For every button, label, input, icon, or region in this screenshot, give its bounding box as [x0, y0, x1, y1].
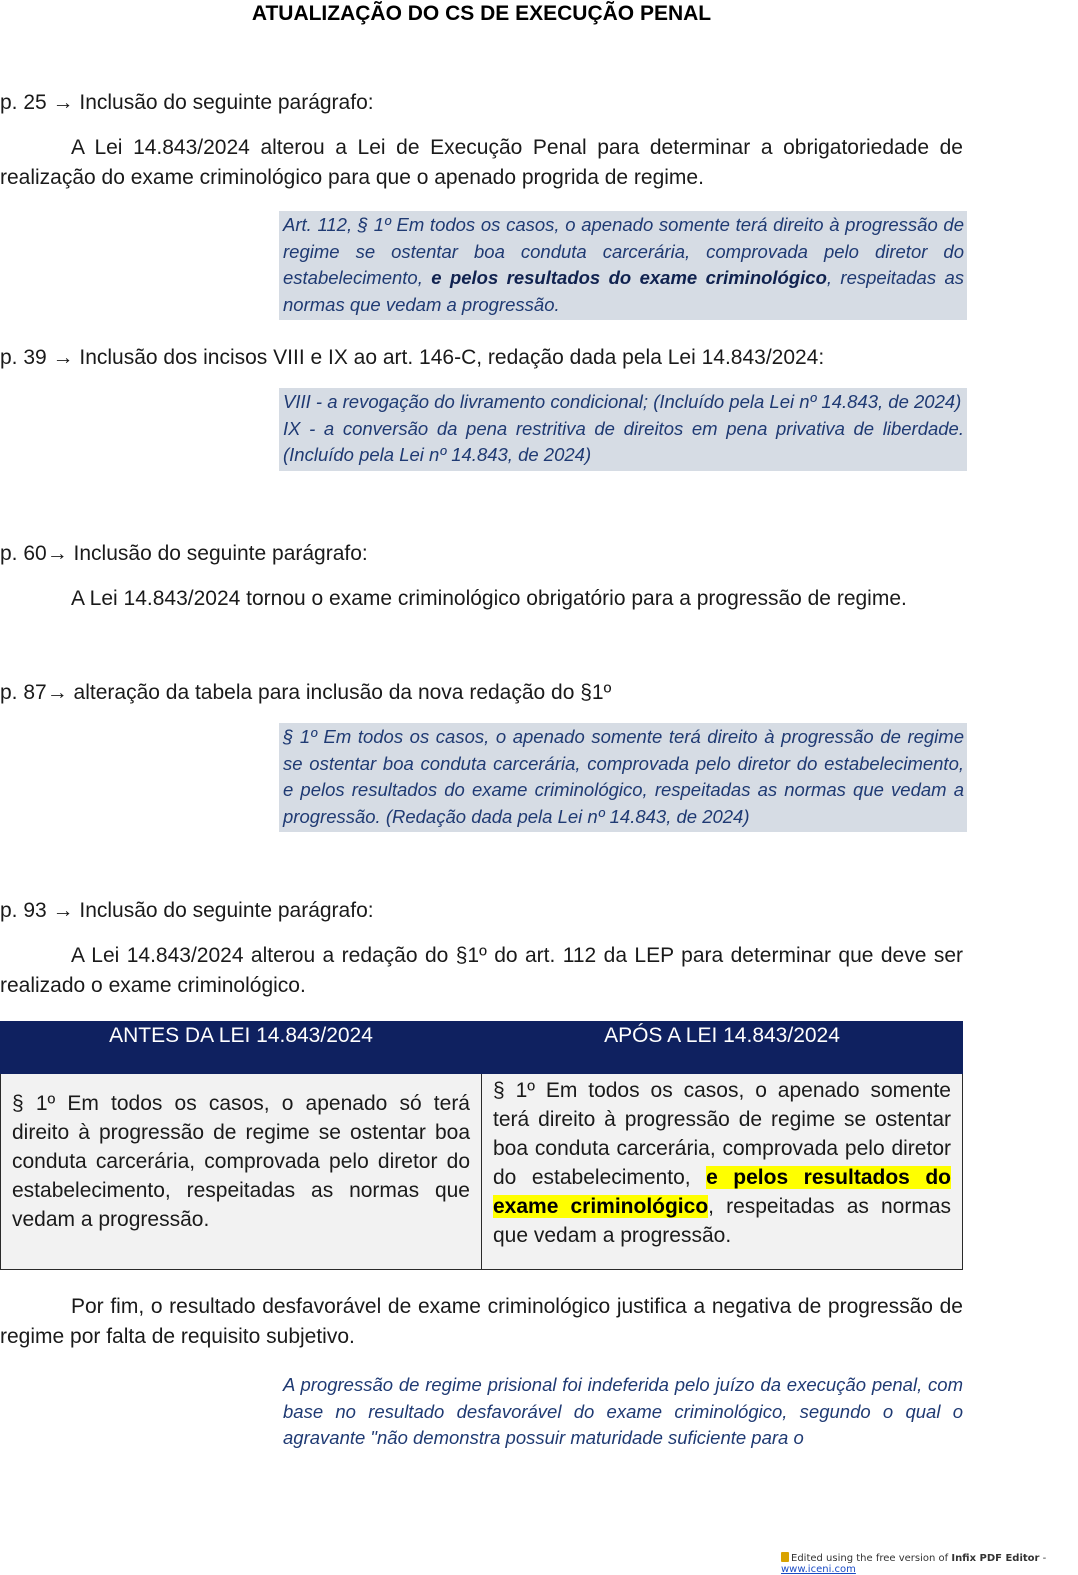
quote-p25-bold: e pelos resultados do exame criminológico: [431, 267, 827, 288]
watermark-link[interactable]: www.iceni.com: [781, 1564, 856, 1575]
table-cell-after-text-2: , respeitadas as normas que vedam a progressão.: [493, 1195, 952, 1247]
paragraph-closing: Por fim, o resultado desfavorável de exame criminológico justifica a negativa de progressão de regime por falta de requisito subjetivo.: [0, 1295, 963, 1348]
section-heading-p87: p. 87→ alteração da tabela para inclusão da nova redação do §1º: [0, 681, 612, 704]
paragraph-p93: A Lei 14.843/2024 alterou a redação do §1º do art. 112 da LEP para determinar que deve ser realizado o exame criminológico.: [0, 944, 963, 997]
section-heading-p25: p. 25 → Inclusão do seguinte parágrafo:: [0, 91, 374, 114]
table-cell-before: § 1º Em todos os casos, o apenado só terá direito à progressão de regime se ostentar boa conduta carcerária, comprovada pelo diretor do estabelecimento, respeitadas as normas que vedam a progressão.: [1, 1074, 482, 1270]
watermark-brand: Infix PDF Editor: [951, 1553, 1040, 1564]
quote-p39-inciso-ix: IX - a conversão da pena restritiva de direitos em pena privativa de liberdade. (Incluído pela Lei nº 14.843, de 2024): [283, 417, 964, 465]
section-heading-p39: p. 39 → Inclusão dos incisos VIII e IX ao art. 146-C, redação dada pela Lei 14.843/2024:: [0, 346, 825, 369]
quote-p87: § 1º Em todos os casos, o apenado somente terá direito à progressão de regime se ostentar boa conduta carcerária, comprovada pelo diretor do estabelecimento, e pelos resultados do exame criminológico, respeitadas as normas que vedam a progressão. (Redação dada pela Lei nº 14.843, de 2024): [279, 723, 967, 832]
table-cell-after-highlight: e pelos resultados do exame criminológico: [493, 1166, 951, 1218]
quote-closing: A progressão de regime prisional foi indeferida pelo juízo da execução penal, com base no resultado desfavorável do exame criminológico, segundo o qual o agravante "não demonstra possuir maturidade suficiente para o: [283, 1374, 963, 1448]
watermark-separator: -: [1039, 1553, 1047, 1564]
quote-p25-text-1: Art. 112, § 1º Em todos os casos, o apenado somente terá direito à progressão de regime se ostentar boa conduta carcerária, comprovada pelo diretor do estabelecimento,: [283, 214, 964, 288]
table-cell-after-text-1: § 1º Em todos os casos, o apenado somente terá direito à progressão de regime se ostentar boa conduta carcerária, comprovada pelo diretor do estabelecimento,: [493, 1079, 951, 1189]
quote-p39-inciso-viii: VIII - a revogação do livramento condicional; (Incluído pela Lei nº 14.843, de 2024): [283, 391, 962, 412]
quote-p39: [279, 388, 967, 471]
table-cell-after: [482, 1074, 963, 1270]
page-title: ATUALIZAÇÃO DO CS DE EXECUÇÃO PENAL: [251, 2, 712, 25]
watermark-prefix: Edited using the free version of: [791, 1553, 952, 1564]
paragraph-p60: A Lei 14.843/2024 tornou o exame criminológico obrigatório para a progressão de regime.: [71, 587, 907, 610]
section-heading-p60: p. 60→ Inclusão do seguinte parágrafo:: [0, 542, 368, 565]
comparison-table: [0, 1021, 963, 1270]
paragraph-p25: A Lei 14.843/2024 alterou a Lei de Execução Penal para determinar a obrigatoriedade de realização do exame criminológico para que o apenado progrida de regime.: [0, 136, 963, 189]
table-row: [1, 1074, 963, 1270]
section-heading-p93: p. 93 → Inclusão do seguinte parágrafo:: [0, 899, 374, 922]
editor-watermark: [781, 1552, 1078, 1575]
quote-p25: [279, 211, 967, 320]
pdf-editor-icon: [781, 1552, 789, 1562]
table-header-after: APÓS A LEI 14.843/2024: [482, 1022, 963, 1074]
quote-p25-text-2: , respeitadas as normas que vedam a progressão.: [283, 267, 964, 315]
table-header-before: ANTES DA LEI 14.843/2024: [1, 1022, 482, 1074]
